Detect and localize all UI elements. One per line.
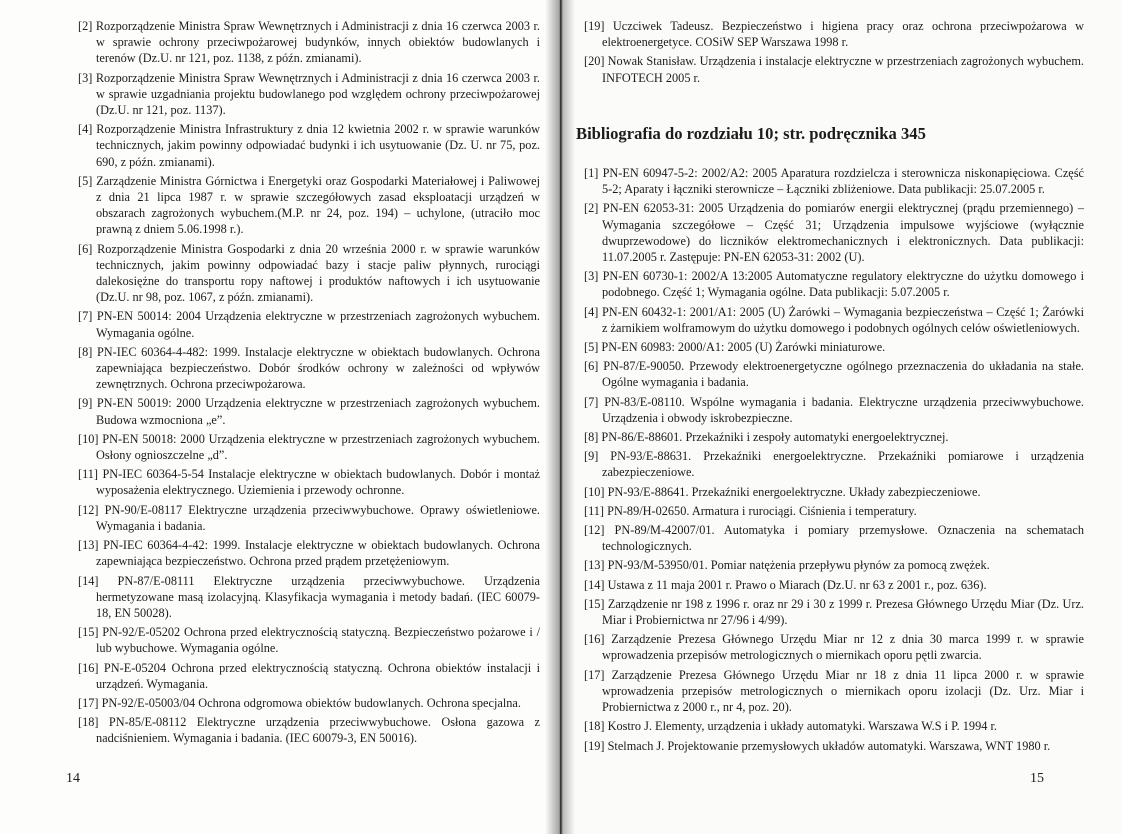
reference-number: [20] (584, 54, 605, 69)
reference-entry (78, 537, 540, 569)
bibliography-entry (584, 718, 1084, 734)
reference-entry (78, 624, 540, 656)
reference-text: PN-90/E-08117 Elektryczne urządzenia przeciwwybuchowe. Oprawy oświetleniowe. Wymagania i badania. (96, 502, 540, 533)
reference-number: [6] (78, 241, 93, 256)
reference-text: PN-92/E-05003/04 Ochrona odgromowa obiektów budowlanych. Ochrona specjalna. (101, 695, 521, 710)
bibliography-entry (584, 484, 1084, 500)
bibliography-list (584, 165, 1084, 757)
section-heading: Bibliografia do rozdziału 10; str. podręcznika 345 (576, 124, 926, 143)
reference-text: PN-E-05204 Ochrona przed elektrycznością statyczną. Ochrona obiektów instalacji i urządzeń. Wymagania. (96, 660, 540, 691)
reference-text: PN-EN 50019: 2000 Urządzenia elektryczne w przestrzeniach zagrożonych wybuchem. Budowa wzmocniona „e”. (96, 396, 540, 427)
bibliography-number: [14] (584, 577, 605, 592)
page-number-left: 14 (66, 771, 80, 786)
reference-text: PN-IEC 60364-5-54 Instalacje elektryczne w obiektach budowlanych. Dobór i montaż wyposażenia elektrycznego. Uziemienia i przewody ochronne. (96, 467, 540, 498)
bibliography-entry (584, 358, 1084, 390)
reference-entry (78, 660, 540, 692)
bibliography-entry (584, 339, 1084, 355)
bibliography-entry (584, 429, 1084, 445)
reference-entry (78, 502, 540, 534)
bibliography-text: Stelmach J. Projektowanie przemysłowych układów automatyki. Warszawa, WNT 1980 r. (607, 738, 1051, 753)
reference-entry (78, 241, 540, 306)
bibliography-number: [6] (584, 359, 599, 374)
bibliography-number: [4] (584, 304, 599, 319)
bibliography-text: Zarządzenie Prezesa Głównego Urzędu Miar nr 18 z dnia 11 lipca 2000 r. w sprawie wprowadzenia przepisów metrologicznych o miernikach oporu izolacji (Dz. Urz. Miar i Probiernictwa z 2000 r., nr 4, poz. 20). (602, 667, 1085, 715)
reference-number: [5] (78, 173, 93, 188)
reference-number: [4] (78, 122, 93, 137)
reference-text: Rozporządzenie Ministra Gospodarki z dnia 20 września 2000 r. w sprawie warunków technicznych, jakim powinny odpowiadać bazy i stacje paliw płynnych, rurociągi dalekosiężne do transportu ropy naftowej i produktów naftowych i ich usytuowanie (Dz.U. nr 98, poz. 1067, z późn. zmianami). (96, 241, 541, 305)
reference-text: PN-EN 50014: 2004 Urządzenia elektryczne w przestrzeniach zagrożonych wybuchem. Wymagania ogólne. (96, 309, 540, 340)
reference-number: [2] (78, 19, 93, 33)
reference-number: [18] (78, 715, 99, 730)
reference-number: [14] (78, 573, 99, 588)
reference-number: [9] (78, 396, 93, 411)
reference-entry (78, 18, 540, 67)
bibliography-number: [11] (584, 503, 605, 518)
bibliography-text: PN-EN 62053-31: 2005 Urządzenia do pomiarów energii elektrycznej (prądu przemiennego) – Wymagania szczegółowe – Część 31; Urządzenia impulsowe wyjściowe (wyłącznie dwuprzewodowe) do liczników elektromechanicznych i elektronicznych. Data publikacji: 11.07.2005 r. Zastępuje: PN-EN 62053-31: 2002 (U). (602, 201, 1084, 265)
bibliography-number: [10] (584, 484, 605, 499)
bibliography-entry (584, 738, 1084, 754)
right-page (560, 0, 1122, 834)
bibliography-number: [18] (584, 719, 605, 734)
bibliography-number: [16] (584, 632, 605, 647)
reference-number: [17] (78, 695, 99, 710)
reference-text: Rozporządzenie Ministra Spraw Wewnętrznych i Administracji z dnia 16 czerwca 2003 r. w sprawie ochrony przeciwpożarowej budynków, innych obiektów budowlanych i terenów (Dz.U. nr 121, poz. 1138, z późn. zmianami). (95, 19, 540, 66)
bibliography-text: PN-EN 60947-5-2: 2002/A2: 2005 Aparatura rozdzielcza i sterownicza niskonapięciowa. Część 5-2; Aparaty i łączniki sterownicze – Łączniki zbliżeniowe. Data publikacji: 25.07.2005 r. (602, 166, 1085, 197)
bibliography-entry (584, 200, 1084, 265)
reference-entry (78, 173, 540, 238)
bibliography-text: PN-93/M-53950/01. Pomiar natężenia przepływu płynów za pomocą zwężek. (607, 558, 990, 573)
bibliography-text: PN-83/E-08110. Wspólne wymagania i badania. Elektryczne urządzenia przeciwwybuchowe. Urządzenia i obwody iskrobezpieczne. (602, 394, 1085, 425)
bibliography-number: [9] (584, 449, 599, 464)
bibliography-entry (584, 394, 1084, 426)
reference-number: [13] (78, 538, 99, 553)
bibliography-text: PN-87/E-90050. Przewody elektroenergetyczne ogólnego przeznaczenia do układania na stałe. Ogólne wymagania i badania. (602, 359, 1084, 390)
bibliography-entry (584, 503, 1084, 519)
bibliography-text: PN-89/M-42007/01. Automatyka i pomiary przemysłowe. Oznaczenia na schematach technologicznych. (602, 523, 1084, 554)
reference-number: [8] (78, 344, 93, 359)
bibliography-entry (584, 165, 1084, 197)
reference-text: Rozporządzenie Ministra Spraw Wewnętrznych i Administracji z dnia 16 czerwca 2003 r. w sprawie uzgadniania projektu budowlanego pod względem ochrony przeciwpożarowej (Dz.U. nr 121, poz. 1137). (95, 70, 540, 118)
bibliography-text: Kostro J. Elementy, urządzenia i układy automatyki. Warszawa W.S i P. 1994 r. (607, 719, 997, 734)
bibliography-text: Zarządzenie nr 198 z 1996 r. oraz nr 29 i 30 z 1999 r. Prezesa Głównego Urzędu Miar (Dz. Urz. Miar i Probiernictwa nr 27/96 i 4/99). (602, 596, 1084, 628)
bibliography-entry (584, 304, 1084, 336)
left-page (0, 0, 560, 834)
reference-entry (78, 70, 540, 119)
reference-entry (584, 53, 1084, 85)
bibliography-number: [12] (584, 523, 605, 538)
bibliography-number: [7] (584, 394, 599, 409)
bibliography-entry (584, 577, 1084, 593)
reference-number: [15] (78, 625, 99, 640)
reference-number: [7] (78, 309, 93, 324)
reference-text: PN-IEC 60364-4-42: 1999. Instalacje elektryczne w obiektach budowlanych. Ochrona zapewniająca bezpieczeństwo. Ochrona przed prądem przetężeniowym. (96, 538, 540, 569)
bibliography-entry (584, 667, 1084, 716)
reference-entry (584, 18, 1084, 50)
bibliography-text: PN-EN 60983: 2000/A1: 2005 (U) Żarówki miniaturowe. (601, 340, 886, 355)
bibliography-number: [8] (584, 430, 599, 445)
bibliography-text: PN-86/E-88601. Przekaźniki i zespoły automatyki energoelektrycznej. (601, 430, 949, 445)
bibliography-text: PN-89/H-02650. Armatura i rurociągi. Ciśnienia i temperatury. (607, 503, 917, 518)
reference-entry (78, 431, 540, 463)
reference-entry (78, 308, 540, 340)
page-number-right: 15 (1030, 771, 1044, 786)
reference-text: PN-IEC 60364-4-482: 1999. Instalacje elektryczne w obiektach budowlanych. Ochrona zapewniająca bezpieczeństwo. Dobór środków ochrony w zależności od wpływów zewnętrznych. Ochrona przeciwpożarowa. (96, 344, 540, 392)
bibliography-entry (584, 268, 1084, 300)
bibliography-entry (584, 557, 1084, 573)
left-reference-list (78, 18, 540, 750)
reference-number: [12] (78, 502, 99, 517)
reference-entry (78, 395, 540, 427)
bibliography-text: PN-93/E-88641. Przekaźniki energoelektryczne. Układy zabezpieczeniowe. (607, 484, 981, 499)
bibliography-number: [3] (584, 269, 599, 284)
bibliography-entry (584, 631, 1084, 663)
bibliography-text: Zarządzenie Prezesa Głównego Urzędu Miar nr 12 z dnia 30 marca 1999 r. w sprawie wprowadzenia przepisów metrologicznych o miernikach oporu pętli zwarcia. (602, 632, 1085, 663)
bibliography-entry (584, 448, 1084, 480)
reference-entry (78, 344, 540, 393)
bibliography-number: [2] (584, 201, 599, 216)
right-reference-list (584, 18, 1084, 89)
bibliography-text: PN-93/E-88631. Przekaźniki energoelektryczne. Przekaźniki pomiarowe i urządzenia zabezpieczeniowe. (602, 449, 1084, 480)
bibliography-number: [15] (584, 596, 605, 611)
bibliography-text: PN-EN 60730-1: 2002/A 13:2005 Automatyczne regulatory elektryczne do użytku domowego i podobnego. Część 1; Wymagania ogólne. Data publikacji: 5.07.2005 r. (602, 269, 1085, 300)
reference-text: PN-87/E-08111 Elektryczne urządzenia przeciwwybuchowe. Urządzenia hermetyzowane masą izolacyjną. Klasyfikacja wymagania i metody badań. (IEC 60079-18, EN 50028). (96, 573, 541, 620)
reference-text: PN-92/E-05202 Ochrona przed elektrycznością statyczną. Bezpieczeństwo pożarowe i / lub wybuchowe. Wymagania ogólne. (96, 625, 540, 656)
reference-text: PN-85/E-08112 Elektryczne urządzenia przeciwwybuchowe. Osłona gazowa z nadciśnieniem. Wymagania i badania. (IEC 60079-3, EN 50016). (96, 715, 540, 746)
reference-text: PN-EN 50018: 2000 Urządzenia elektryczne w przestrzeniach zagrożonych wybuchem. Osłony ognioszczelne „d”. (96, 431, 540, 463)
bibliography-text: PN-EN 60432-1: 2001/A1: 2005 (U) Żarówki – Wymagania bezpieczeństwa – Część 1; Żarówki z żarnikiem wolframowym do użytku domowego i podobnych ogólnych celów oświetleniowych. (601, 304, 1084, 335)
bibliography-entry (584, 596, 1084, 628)
reference-entry (78, 714, 540, 746)
reference-number: [3] (78, 70, 93, 85)
reference-entry (78, 573, 540, 622)
reference-text: Rozporządzenie Ministra Infrastruktury z dnia 12 kwietnia 2002 r. w sprawie warunków technicznych, jakim powinny odpowiadać budynki i ich usytuowanie (Dz. U. nr 75, poz. 690, z późn. zmianami). (96, 122, 540, 169)
bibliography-number: [19] (584, 738, 605, 753)
bibliography-number: [17] (584, 667, 605, 682)
bibliography-text: Ustawa z 11 maja 2001 r. Prawo o Miarach (Dz.U. nr 63 z 2001 r., poz. 636). (607, 577, 987, 592)
reference-text: Zarządzenie Ministra Górnictwa i Energetyki oraz Gospodarki Materiałowej i Paliwowej z dnia 21 lipca 1987 r. w sprawie szczegółowych zasad eksploatacji urządzeń w obszarach zagrożonych wybuchem.(M.P. nr 24, poz. 194) – uchylone, (utraciło moc prawną z dniem 5.06.1998 r.). (96, 173, 540, 237)
bibliography-number: [1] (584, 166, 599, 180)
reference-number: [16] (78, 660, 99, 675)
bibliography-number: [13] (584, 558, 605, 573)
reference-text: Uczciwek Tadeusz. Bezpieczeństwo i higiena pracy oraz ochrona przeciwpożarowa w elektroenergetyce. COSiW SEP Warszawa 1998 r. (602, 19, 1084, 50)
reference-entry (78, 466, 540, 498)
bibliography-number: [5] (584, 340, 599, 355)
reference-entry (78, 121, 540, 170)
reference-text: Nowak Stanisław. Urządzenia i instalacje elektryczne w przestrzeniach zagrożonych wybuchem. INFOTECH 2005 r. (602, 54, 1084, 85)
bibliography-entry (584, 522, 1084, 554)
reference-entry (78, 695, 540, 711)
reference-number: [19] (584, 19, 605, 33)
reference-number: [11] (78, 467, 99, 482)
reference-number: [10] (78, 431, 99, 446)
